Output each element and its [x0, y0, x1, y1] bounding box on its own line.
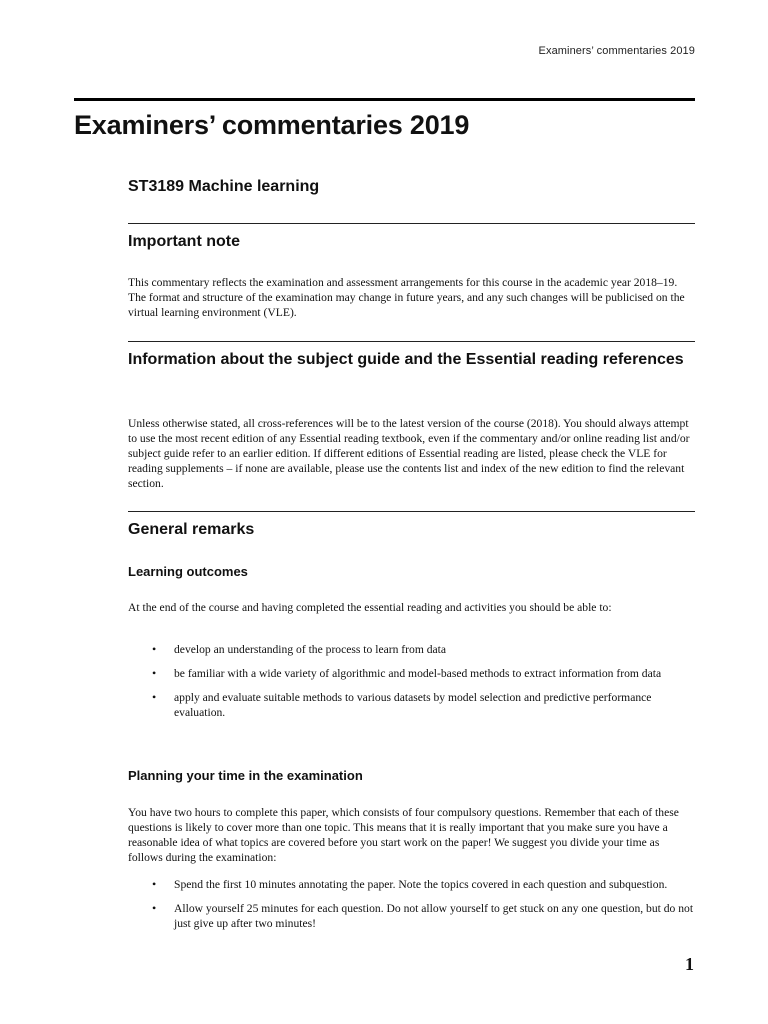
course-title: ST3189 Machine learning	[128, 178, 320, 195]
list-item	[152, 666, 695, 681]
subject-guide-heading: Information about the subject guide and the Essential reading references	[128, 351, 684, 368]
general-remarks-heading: General remarks	[128, 521, 255, 538]
bullet-icon: •	[152, 642, 157, 656]
bullet-icon: •	[152, 690, 157, 704]
list-item	[152, 690, 695, 720]
section-rule-general-remarks	[128, 511, 695, 512]
planning-heading: Planning your time in the examination	[128, 768, 363, 783]
planning-list	[152, 877, 695, 931]
learning-outcomes-intro: At the end of the course and having completed the essential reading and activities you should be able to:	[128, 601, 612, 614]
title-rule	[74, 98, 695, 101]
list-item-text: be familiar with a wide variety of algorithmic and model-based methods to extract information from data	[174, 667, 662, 680]
important-note-heading: Important note	[128, 233, 240, 250]
list-item	[152, 642, 695, 657]
page-number: 1	[685, 954, 694, 974]
planning-intro: You have two hours to complete this paper, which consists of four compulsory questions. Remember that each of these questions is likely to cover more than one topic. This means that it is really important that you make sure you have a reasonable idea of what topics are covered before you start work on the paper! We suggest you divide your time as follows during the examination:	[128, 806, 679, 864]
learning-outcomes-list	[152, 642, 695, 720]
learning-outcomes-heading: Learning outcomes	[128, 564, 248, 579]
list-item-text: Allow yourself 25 minutes for each question. Do not allow yourself to get stuck on any one question, but do not just give up after two minutes!	[174, 902, 694, 930]
section-rule-important-note	[128, 223, 695, 224]
subject-guide-paragraph: Unless otherwise stated, all cross-references will be to the latest version of the course (2018). You should always attempt to use the most recent edition of any Essential reading textbook, even if the commentary and/or online reading list and/or subject guide refer to an earlier edition. If different editions of Essential reading are listed, please check the VLE for reading supplements – if none are available, please use the contents list and index of the new edition to find the relevant section.	[128, 417, 690, 490]
list-item	[152, 877, 695, 892]
bullet-icon: •	[152, 901, 157, 915]
list-item-text: apply and evaluate suitable methods to various datasets by model selection and predictive performance evaluation.	[174, 691, 652, 719]
list-item-text: Spend the first 10 minutes annotating the paper. Note the topics covered in each question and subquestion.	[174, 878, 668, 891]
bullet-icon: •	[152, 666, 157, 680]
page-title: Examiners’ commentaries 2019	[74, 110, 470, 140]
section-rule-subject-guide	[128, 341, 695, 342]
bullet-icon: •	[152, 877, 157, 891]
important-note-paragraph: This commentary reflects the examination and assessment arrangements for this course in the academic year 2018–19. The format and structure of the examination may change in future years, and any such changes will be publicised on the virtual learning environment (VLE).	[128, 276, 685, 319]
list-item-text: develop an understanding of the process to learn from data	[174, 643, 447, 656]
list-item	[152, 901, 695, 931]
running-header: Examiners’ commentaries 2019	[538, 45, 695, 57]
